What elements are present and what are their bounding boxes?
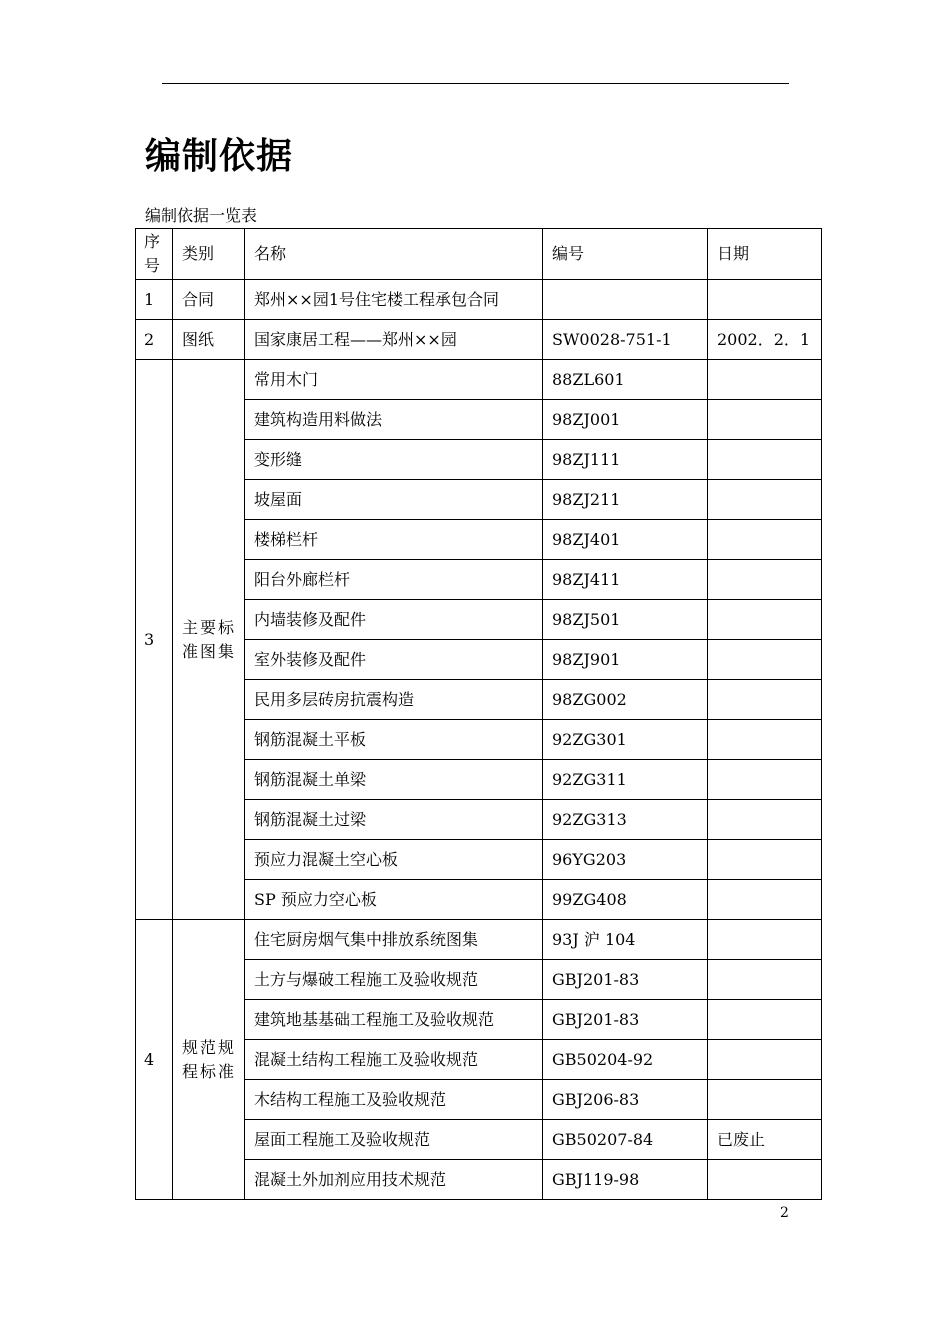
header-category: 类别 — [173, 229, 245, 280]
group-category: 规范规程标准 — [173, 920, 245, 1200]
row-code: 99ZG408 — [543, 880, 708, 920]
row-name: 坡屋面 — [245, 480, 543, 520]
header-date: 日期 — [708, 229, 822, 280]
row-date — [708, 800, 822, 840]
row-name: 钢筋混凝土单梁 — [245, 760, 543, 800]
row-date — [708, 440, 822, 480]
row-date — [708, 920, 822, 960]
row-name: 室外装修及配件 — [245, 640, 543, 680]
row-name: 民用多层砖房抗震构造 — [245, 680, 543, 720]
row-no: 1 — [136, 280, 173, 320]
row-name: 建筑构造用料做法 — [245, 400, 543, 440]
row-date — [708, 960, 822, 1000]
row-code: GBJ119-98 — [543, 1160, 708, 1200]
row-code: 98ZG002 — [543, 680, 708, 720]
row-date — [708, 480, 822, 520]
row-no: 2 — [136, 320, 173, 360]
row-name: 钢筋混凝土过梁 — [245, 800, 543, 840]
group-category: 主要标准图集 — [173, 360, 245, 920]
row-name: 屋面工程施工及验收规范 — [245, 1120, 543, 1160]
row-date — [708, 640, 822, 680]
row-name: 钢筋混凝土平板 — [245, 720, 543, 760]
row-date — [708, 280, 822, 320]
row-code: 98ZJ211 — [543, 480, 708, 520]
header-no: 序号 — [136, 229, 173, 280]
header-rule — [162, 83, 789, 84]
row-code — [543, 280, 708, 320]
row-name: 建筑地基基础工程施工及验收规范 — [245, 1000, 543, 1040]
row-date — [708, 840, 822, 880]
table-row — [136, 320, 822, 360]
row-date — [708, 1080, 822, 1120]
row-code: 88ZL601 — [543, 360, 708, 400]
group-no: 4 — [136, 920, 173, 1200]
row-code: 98ZJ501 — [543, 600, 708, 640]
row-date — [708, 360, 822, 400]
row-name: 郑州××园1号住宅楼工程承包合同 — [245, 280, 543, 320]
row-name: 木结构工程施工及验收规范 — [245, 1080, 543, 1120]
row-date — [708, 880, 822, 920]
row-code: 96YG203 — [543, 840, 708, 880]
row-code: 92ZG301 — [543, 720, 708, 760]
row-name: 内墙装修及配件 — [245, 600, 543, 640]
row-date — [708, 520, 822, 560]
row-code: GBJ201-83 — [543, 960, 708, 1000]
row-name: 住宅厨房烟气集中排放系统图集 — [245, 920, 543, 960]
row-date: 已废止 — [708, 1120, 822, 1160]
row-code: GB50204-92 — [543, 1040, 708, 1080]
header-code: 编号 — [543, 229, 708, 280]
row-date: 2002．2．1 — [708, 320, 822, 360]
table-row — [136, 920, 822, 960]
row-name: 阳台外廊栏杆 — [245, 560, 543, 600]
row-name: 国家康居工程——郑州××园 — [245, 320, 543, 360]
row-code: GB50207-84 — [543, 1120, 708, 1160]
row-date — [708, 1160, 822, 1200]
table-row — [136, 280, 822, 320]
row-name: 变形缝 — [245, 440, 543, 480]
row-name: 混凝土结构工程施工及验收规范 — [245, 1040, 543, 1080]
row-category: 图纸 — [173, 320, 245, 360]
row-code: GBJ201-83 — [543, 1000, 708, 1040]
page-number: 2 — [780, 1205, 789, 1221]
row-name: 土方与爆破工程施工及验收规范 — [245, 960, 543, 1000]
row-name: 常用木门 — [245, 360, 543, 400]
row-date — [708, 680, 822, 720]
table-caption: 编制依据一览表 — [145, 206, 258, 225]
group-no: 3 — [136, 360, 173, 920]
row-date — [708, 560, 822, 600]
row-name: SP 预应力空心板 — [245, 880, 543, 920]
row-date — [708, 760, 822, 800]
row-name: 混凝土外加剂应用技术规范 — [245, 1160, 543, 1200]
row-code: 93J 沪 104 — [543, 920, 708, 960]
row-code: 98ZJ901 — [543, 640, 708, 680]
row-date — [708, 600, 822, 640]
row-code: 92ZG313 — [543, 800, 708, 840]
basis-table — [135, 228, 822, 1200]
row-code: 92ZG311 — [543, 760, 708, 800]
row-code: GBJ206-83 — [543, 1080, 708, 1120]
row-date — [708, 400, 822, 440]
row-name: 预应力混凝土空心板 — [245, 840, 543, 880]
row-date — [708, 1000, 822, 1040]
row-code: SW0028-751-1 — [543, 320, 708, 360]
row-date — [708, 1040, 822, 1080]
row-date — [708, 720, 822, 760]
row-code: 98ZJ401 — [543, 520, 708, 560]
header-name: 名称 — [245, 229, 543, 280]
row-code: 98ZJ411 — [543, 560, 708, 600]
row-code: 98ZJ001 — [543, 400, 708, 440]
page-title: 编制依据 — [145, 135, 294, 177]
row-category: 合同 — [173, 280, 245, 320]
header-row — [136, 229, 822, 280]
table-row — [136, 360, 822, 400]
row-code: 98ZJ111 — [543, 440, 708, 480]
row-name: 楼梯栏杆 — [245, 520, 543, 560]
